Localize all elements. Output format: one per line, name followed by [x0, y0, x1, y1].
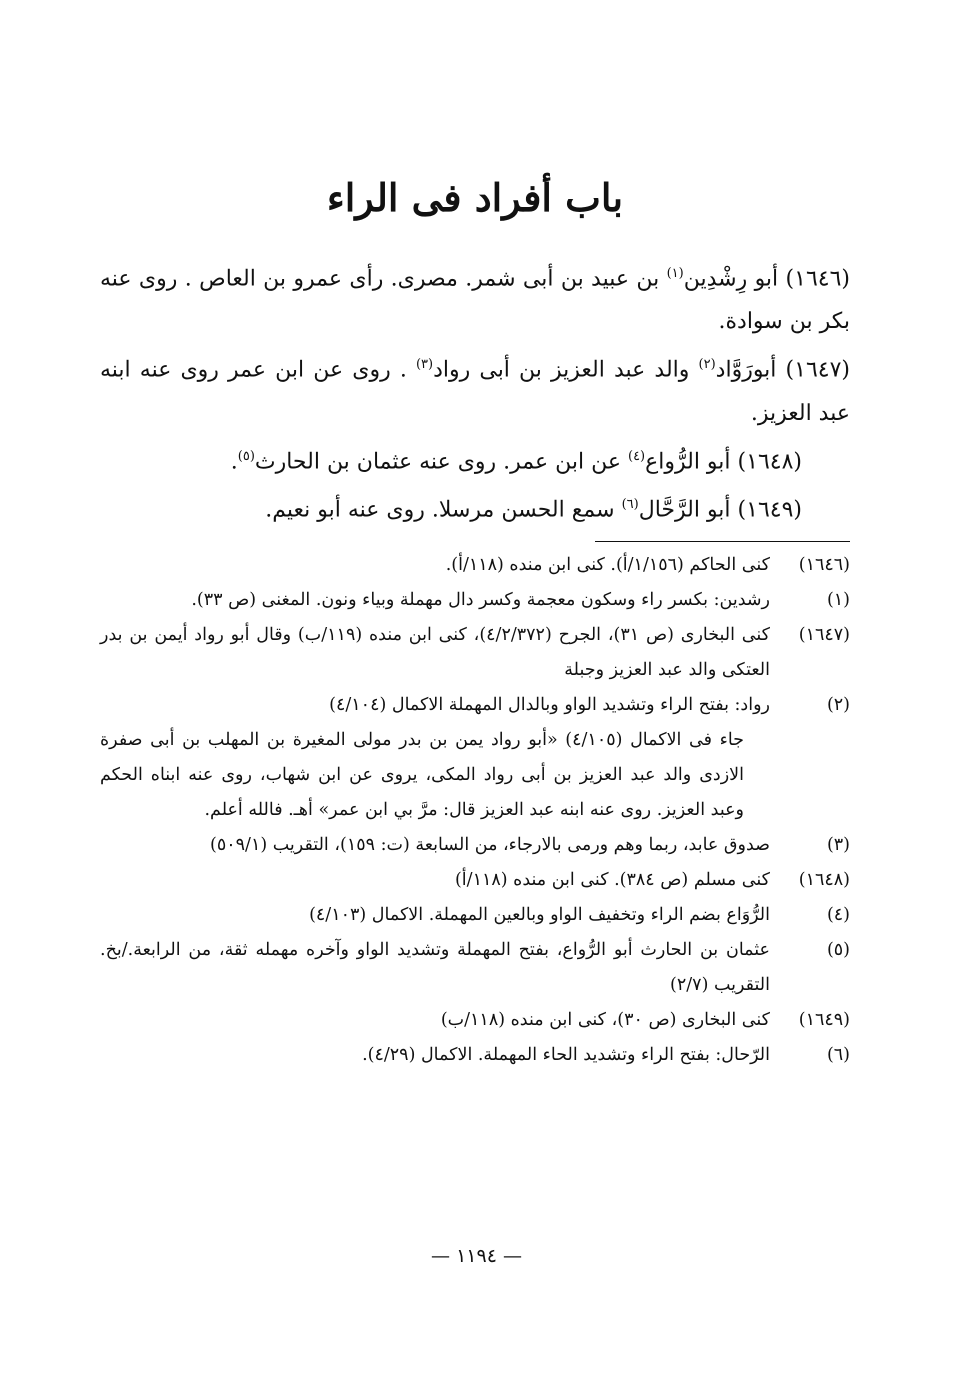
entry-name: أبورَوَّاد — [715, 357, 777, 383]
footnote-number: (٥) — [826, 940, 850, 961]
footnote-text: الرُّوَاع بضم الراء وتخفيف الواو وبالعين المهملة. الاكمال (٤/١٠٣) — [309, 905, 770, 926]
entry-number: (١٦٤٦) — [785, 266, 850, 292]
footnote — [100, 688, 850, 828]
footnote-text: كنى البخارى (ص ٣١)، الجرح (٤/٢/٣٧٢)، كنى ابن منده (١١٩/ب) وقال أبو رواد أيمن بن بدر العتكى والد عبد العزيز وجبلة — [100, 625, 771, 681]
entry-name: أبو الرَّحَّال — [638, 497, 731, 523]
footnote — [100, 1003, 850, 1038]
footnote-mark: (٥) — [237, 448, 255, 464]
footnote-text: كنى البخارى (ص ٣٠)، كنى ابن منده (١١٨/ب) — [440, 1010, 770, 1031]
footnote-divider — [595, 541, 850, 542]
entry-text-continued: . — [230, 448, 238, 474]
footnote-number: (١٦٤٩) — [798, 1010, 850, 1031]
footnote-mark: (١) — [666, 266, 684, 281]
footnote-number: (٣) — [826, 835, 850, 856]
footnote — [100, 583, 850, 618]
footnote-subtext: جاء فى الاكمال (٤/١٠٥) «أبو رواد يمن بن بدر مولى المغيرة بن المهلب بن أبى صفرة الازدى والد عبد العزيز بن أبى رواد المكى، يروى عن ابن شهاب، روى عنه ابناه الحكم وعبد العزيز. روى عنه ابنه عبد العزيز قال: مرَّ بي ابن عمر» أهـ. فالله أعلم. — [100, 730, 744, 821]
entry-text: والد عبد العزيز بن أبى رواد — [433, 357, 690, 383]
footnote-text: عثمان بن الحارث أبو الرُّواع، بفتح المهملة وتشديد الواو وآخره مهمله ثقة، من الرابعة./بخ. التقريب (٢/٧) — [100, 940, 770, 996]
entry-number: (١٦٤٩) — [737, 497, 802, 523]
entry-number: (١٦٤٨) — [737, 448, 802, 474]
footnote-number: (١٦٤٨) — [798, 870, 850, 891]
entry-1649 — [100, 483, 850, 531]
footnote-mark: (٦) — [621, 496, 639, 512]
footnote — [100, 933, 850, 1003]
page-title: باب أفراد فى الراء — [326, 175, 624, 220]
footnote-number: (١٦٤٧) — [798, 625, 850, 646]
entry-text: عن ابن عمر. روى عنه عثمان بن الحارث — [254, 448, 621, 474]
page-number: — ١١٩٤ — — [431, 1245, 522, 1267]
footnote-text: صدوق عابد، ربما وهم ورمى بالارجاء، من السابعة (ت: ١٥٩)، التقريب (٥٠٩/١) — [210, 835, 770, 856]
footnote — [100, 898, 850, 933]
footnote-number: (١) — [826, 590, 850, 611]
entry-text: سمع الحسن مرسلا. روى عنه أبو نعيم. — [265, 497, 615, 523]
entry-name: أبو الرُّواع — [645, 448, 731, 474]
footnote-mark: (٢) — [698, 357, 716, 373]
footnote-text: الرّحال: بفتح الراء وتشديد الحاء المهملة. الاكمال (٤/٢٩). — [362, 1045, 770, 1066]
entry-1646 — [100, 252, 850, 343]
footnote — [100, 828, 850, 863]
footnote-number: (٤) — [826, 905, 850, 926]
footnote-number: (١٦٤٦) — [798, 555, 850, 576]
footnote — [100, 1038, 850, 1073]
page-body — [100, 170, 850, 1073]
footnote-number: (٢) — [826, 695, 850, 716]
entry-number: (١٦٤٧) — [785, 357, 850, 383]
entry-1648 — [100, 435, 850, 483]
footnote-text: كنى الحاكم (١/١٥٦/أ). كنى ابن منده (١١٨/أ). — [445, 555, 770, 576]
footnote-text — [100, 688, 770, 828]
footnote-number: (٦) — [826, 1045, 850, 1066]
footnote-text: كنى مسلم (ص ٣٨٤). كنى ابن منده (١١٨/أ) — [454, 870, 770, 891]
footnote — [100, 863, 850, 898]
entry-name: أبو رِشْدِين — [683, 266, 779, 292]
entry-1647 — [100, 343, 850, 434]
footnote — [100, 618, 850, 688]
entry-text: بن عبيد بن أبى شمر. مصرى. رأى عمرو بن العاص . روى عنه بكر بن سوادة. — [100, 266, 850, 335]
footnote-mark: (٣) — [415, 357, 434, 373]
footnote — [100, 548, 850, 583]
footnote-main-text: رواد: بفتح الراء وتشديد الواو وبالدال المهملة الاكمال (٤/١٠٤) — [329, 695, 770, 716]
entry-text-continued: . روى عن ابن عمر روى عنه ابنه عبد العزيز. — [100, 357, 850, 426]
footnote-text: رشدين: بكسر راء وسكون معجمة وكسر دال مهملة وبياء ونون. المغنى (ص ٣٣). — [191, 590, 770, 611]
footnote-mark: (٤) — [627, 448, 646, 464]
